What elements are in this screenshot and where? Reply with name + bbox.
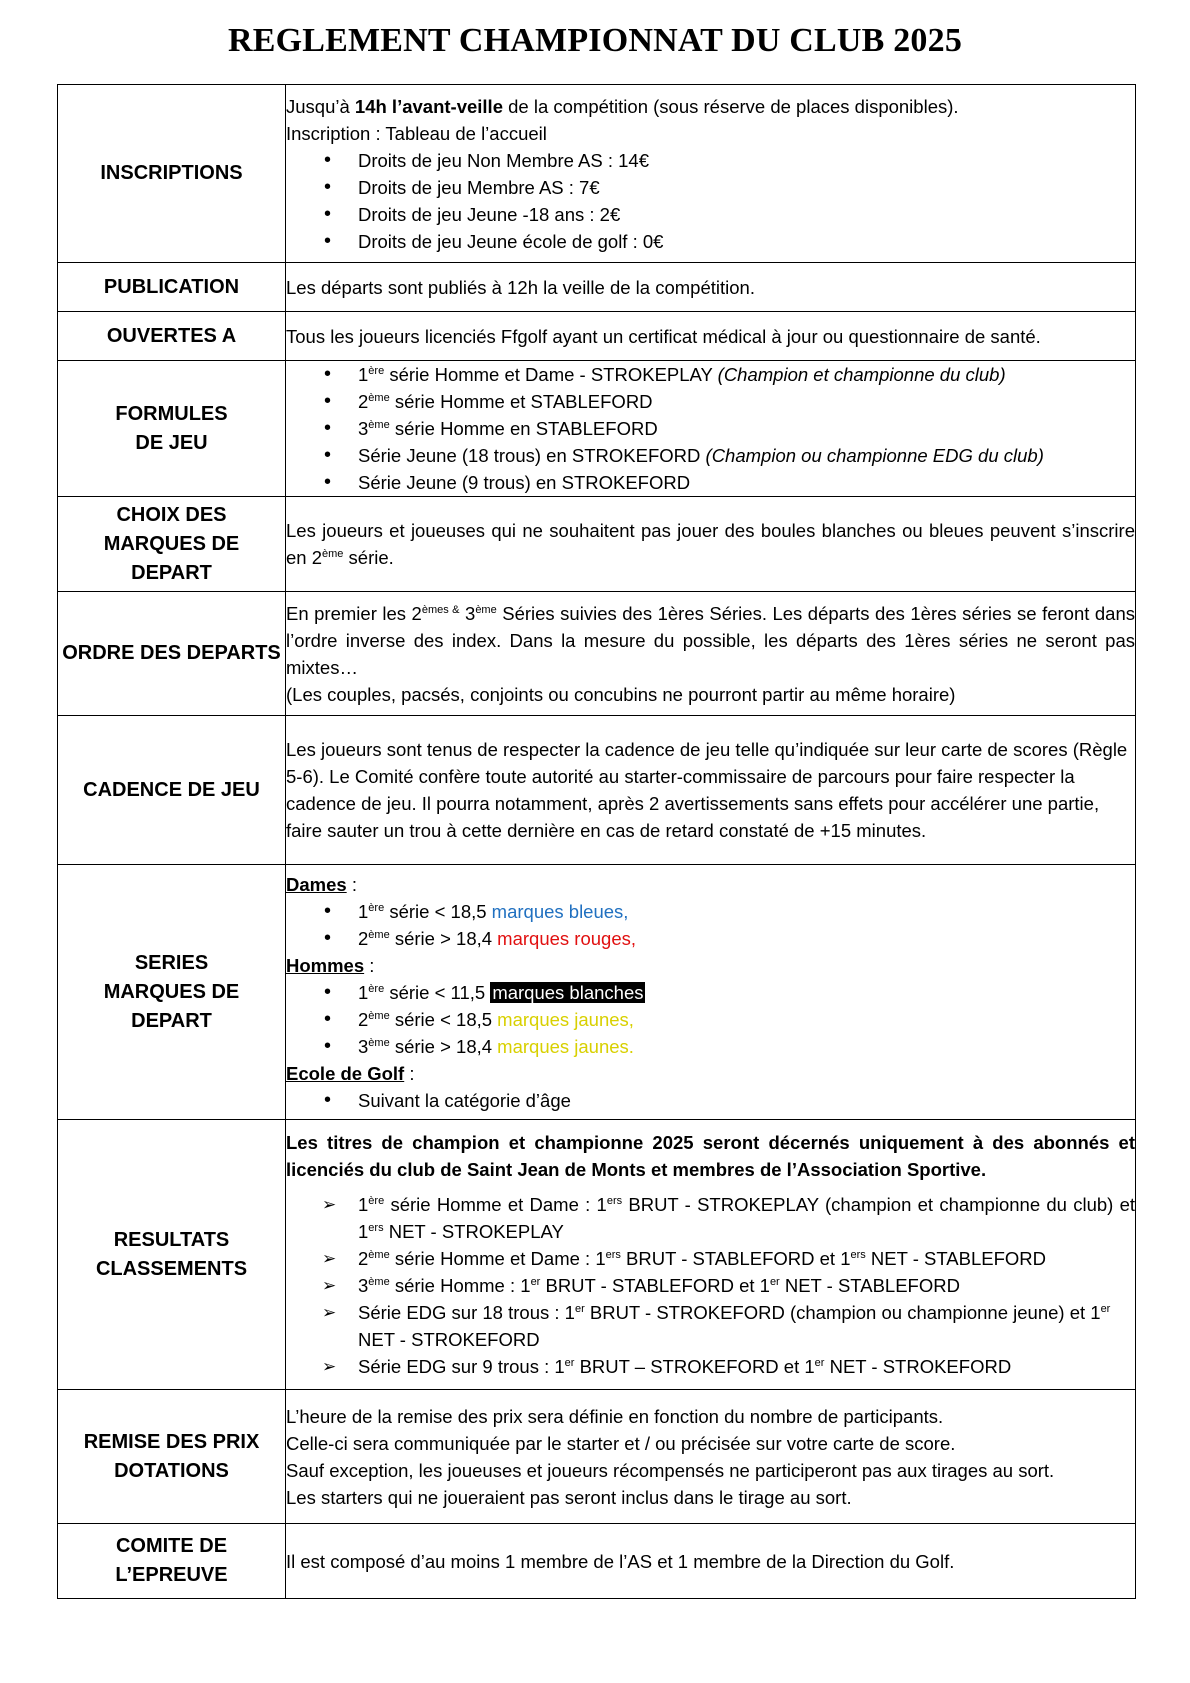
- dames-list: [286, 898, 1135, 952]
- row-content: Il est composé d’au moins 1 membre de l’AS et 1 membre de la Direction du Golf.: [286, 1524, 1136, 1599]
- list-item: • Série Jeune (18 trous) en STROKEFORD (Champion ou championne EDG du club): [286, 442, 1135, 469]
- ecole-list: [286, 1087, 1135, 1114]
- remise-line: L’heure de la remise des prix sera définie en fonction du nombre de participants.: [286, 1405, 944, 1427]
- row-ordre: [58, 592, 1136, 716]
- mark-label-blue: marques bleues,: [491, 900, 629, 922]
- formules-list: [286, 361, 1135, 496]
- list-item: ➢ Série EDG sur 9 trous : 1er BRUT – STROKEFORD et 1er NET - STROKEFORD: [286, 1353, 1135, 1380]
- row-resultats: [58, 1120, 1136, 1390]
- list-item: • Droits de jeu Membre AS : 7€: [286, 174, 1135, 201]
- row-content: [286, 1390, 1136, 1524]
- row-content: [286, 361, 1136, 497]
- list-item: ➢ 2ème série Homme et Dame : 1ers BRUT - STABLEFORD et 1ers NET - STABLEFORD: [286, 1245, 1135, 1272]
- list-item: ➢ 1ère série Homme et Dame : 1ers BRUT - STROKEPLAY (champion et championne du club) et 1ers NET - STROKEPLAY: [286, 1191, 1135, 1245]
- hommes-heading: Hommes :: [286, 954, 375, 976]
- row-label: CHOIX DES MARQUES DE DEPART: [58, 497, 286, 592]
- list-item: • Droits de jeu Jeune école de golf : 0€: [286, 228, 1135, 255]
- list-item: • 2ème série > 18,4 marques rouges,: [286, 925, 1135, 952]
- row-cadence: [58, 716, 1136, 865]
- list-item: • Droits de jeu Non Membre AS : 14€: [286, 147, 1135, 174]
- ecole-heading: Ecole de Golf :: [286, 1062, 415, 1084]
- row-comite: [58, 1524, 1136, 1599]
- remise-line: Sauf exception, les joueuses et joueurs récompensés ne participeront pas aux tirages au sort.: [286, 1459, 1055, 1481]
- page-title: REGLEMENT CHAMPIONNAT DU CLUB 2025: [227, 22, 963, 59]
- list-item: • 2ème série Homme et STABLEFORD: [286, 388, 1135, 415]
- row-label: INSCRIPTIONS: [58, 85, 286, 263]
- list-item: ➢ Série EDG sur 18 trous : 1er BRUT - STROKEFORD (champion ou championne jeune) et 1er NET - STROKEFORD: [286, 1299, 1135, 1353]
- mark-label-yellow: marques jaunes.: [497, 1035, 634, 1057]
- list-item: • 3ème série > 18,4 marques jaunes.: [286, 1033, 1135, 1060]
- hommes-list: [286, 979, 1135, 1060]
- inscription-deadline: Jusqu’à 14h l’avant-veille de la compétition (sous réserve de places disponibles).: [286, 95, 959, 117]
- ordre-paragraph: En premier les $2^{èmes \&}$ 3ème Séries suivies des 1ères Séries. Les départs des 1ères séries se feront dans l’ordre inverse des index. Dans la mesure du possible, les départs des 1ères séries ne seront pas mixtes…: [286, 602, 1136, 678]
- row-content: [286, 592, 1136, 716]
- row-label: SERIES MARQUES DE DEPART: [58, 865, 286, 1120]
- ordre-note: (Les couples, pacsés, conjoints ou concubins ne pourront partir au même horaire): [286, 683, 956, 705]
- remise-line: Celle-ci sera communiquée par le starter et / ou précisée sur votre carte de score.: [286, 1432, 956, 1454]
- mark-label-white: marques blanches: [492, 981, 644, 1003]
- row-label: COMITE DE L’EPREUVE: [58, 1524, 286, 1599]
- list-item: ➢ 3ème série Homme : 1er BRUT - STABLEFORD et 1er NET - STABLEFORD: [286, 1272, 1135, 1299]
- mark-label-yellow: marques jaunes,: [497, 1008, 634, 1030]
- list-item: • 3ème série Homme en STABLEFORD: [286, 415, 1135, 442]
- row-ouvertes: [58, 312, 1136, 361]
- inscription-place: Inscription : Tableau de l’accueil: [286, 122, 547, 144]
- row-content: [286, 865, 1136, 1120]
- row-label: OUVERTES A: [58, 312, 286, 361]
- list-item: • 1ère série < 18,5 marques bleues,: [286, 898, 1135, 925]
- row-content: Les joueurs sont tenus de respecter la cadence de jeu telle qu’indiquée sur leur carte de scores (Règle 5-6). Le Comité confère toute autorité au starter-commissaire de parcours pour faire respecter la cadence de jeu. Il pourra notamment, après 2 avertissements sans effets pour accélérer une partie, faire sauter un trou à cette dernière en cas de retard constaté de +15 minutes.: [286, 716, 1136, 865]
- list-item: • 1ère série Homme et Dame - STROKEPLAY (Champion et championne du club): [286, 361, 1135, 388]
- resultats-intro: Les titres de champion et championne 2025 seront décernés uniquement à des abonnés et licenciés du club de Saint Jean de Monts et membres de l’Association Sportive.: [286, 1132, 1135, 1180]
- row-content: Les joueurs et joueuses qui ne souhaitent pas jouer des boules blanches ou bleues peuvent s’inscrire en 2ème série.: [286, 497, 1136, 592]
- mark-label-red: marques rouges,: [497, 927, 636, 949]
- row-label: ORDRE DES DEPARTS: [58, 592, 286, 716]
- row-choix: [58, 497, 1136, 592]
- row-label: CADENCE DE JEU: [58, 716, 286, 865]
- list-item: • Série Jeune (9 trous) en STROKEFORD: [286, 469, 1135, 496]
- row-label: PUBLICATION: [58, 263, 286, 312]
- row-content: Les départs sont publiés à 12h la veille de la compétition.: [286, 263, 1136, 312]
- row-publication: [58, 263, 1136, 312]
- row-inscriptions: [58, 85, 1136, 263]
- row-formules: [58, 361, 1136, 497]
- row-content: [286, 1120, 1136, 1390]
- row-label: FORMULES DE JEU: [58, 361, 286, 497]
- list-item: • 1ère série < 11,5 marques blanches: [286, 979, 1135, 1006]
- list-item: • Suivant la catégorie d’âge: [286, 1087, 1135, 1114]
- remise-line: Les starters qui ne joueraient pas seront inclus dans le tirage au sort.: [286, 1486, 852, 1508]
- dames-heading: Dames :: [286, 873, 357, 895]
- row-remise: [58, 1390, 1136, 1524]
- row-content: [286, 85, 1136, 263]
- row-series: [58, 865, 1136, 1120]
- list-item: • Droits de jeu Jeune -18 ans : 2€: [286, 201, 1135, 228]
- list-item: • 2ème série < 18,5 marques jaunes,: [286, 1006, 1135, 1033]
- row-label: REMISE DES PRIX DOTATIONS: [58, 1390, 286, 1524]
- fees-list: [286, 147, 1135, 255]
- rules-table: [57, 84, 1136, 1599]
- row-label: RESULTATS CLASSEMENTS: [58, 1120, 286, 1390]
- row-content: Tous les joueurs licenciés Ffgolf ayant un certificat médical à jour ou questionnaire de santé.: [286, 312, 1136, 361]
- resultats-list: [286, 1191, 1135, 1380]
